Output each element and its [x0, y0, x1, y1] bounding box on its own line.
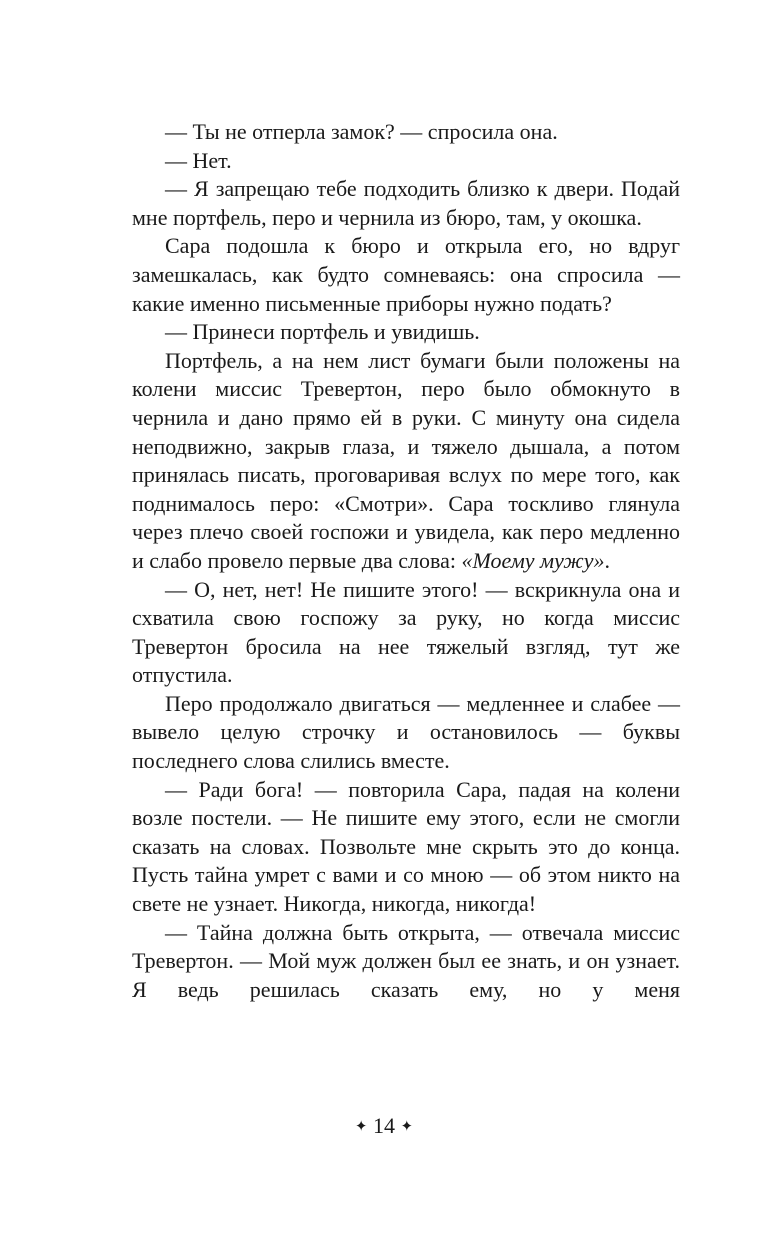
- book-page-text: [132, 118, 680, 1004]
- paragraph-6-text: Портфель, а на нем лист бумаги были положены на колени миссис Тревертон, перо было обмокнуто в чернила и дано прямо ей в руки. С минуту она сидела неподвижно, закрыв глаза, и тяжело дышала, а потом принялась писать, проговаривая вслух по мере того, как поднималось перо: «Смотри». Сара тоскливо глянула через плечо своей госпожи и увидела, как перо медленно и слабо провело первые два слова:: [132, 347, 680, 573]
- ornament-right-icon: ✦: [400, 1119, 414, 1135]
- paragraph-7: — О, нет, нет! Не пишите этого! — вскрикнула она и схватила свою госпожу за руку, но когда миссис Тревертон бросила на нее тяжелый взгляд, тут же отпустила.: [132, 576, 680, 688]
- page-number: 14: [373, 1113, 395, 1138]
- paragraph-1: — Ты не отперла замок? — спросила она.: [165, 119, 558, 144]
- paragraph-6-italic: «Моему мужу»: [461, 547, 605, 573]
- ornament-left-icon: ✦: [354, 1119, 368, 1135]
- paragraph-5: — Принеси портфель и увидишь.: [165, 319, 480, 345]
- paragraph-8: Перо продолжало двигаться — медленнее и слабее — вывело целую строчку и остановилось — буквы последнего слова слились вместе.: [132, 690, 680, 774]
- page-number-footer: [0, 1112, 768, 1141]
- paragraph-4: Сара подошла к бюро и открыла его, но вдруг замешкалась, как будто сомневаясь: она спросила — какие именно письменные приборы нужно подать?: [132, 233, 680, 316]
- paragraph-3: — Я запрещаю тебе подходить близко к двери. Подай мне портфель, перо и чернила из бюро, там, у окошка.: [132, 176, 680, 230]
- paragraph-10: — Тайна должна быть открыта, — отвечала миссис Тревертон. — Мой муж должен был ее знать, и он узнает. Я ведь решилась сказать ему, но у меня: [132, 919, 680, 1002]
- paragraph-6-tail: .: [604, 547, 611, 573]
- paragraph-6: [132, 347, 680, 576]
- paragraph-2: — Нет.: [165, 147, 232, 173]
- paragraph-9: — Ради бога! — повторила Сара, падая на колени возле постели. — Не пишите ему этого, если не смогли сказать на словах. Позвольте мне скрыть это до конца. Пусть тайна умрет с вами и со мною — об этом никто на свете не узнает. Никогда, никогда, никогда!: [132, 776, 680, 917]
